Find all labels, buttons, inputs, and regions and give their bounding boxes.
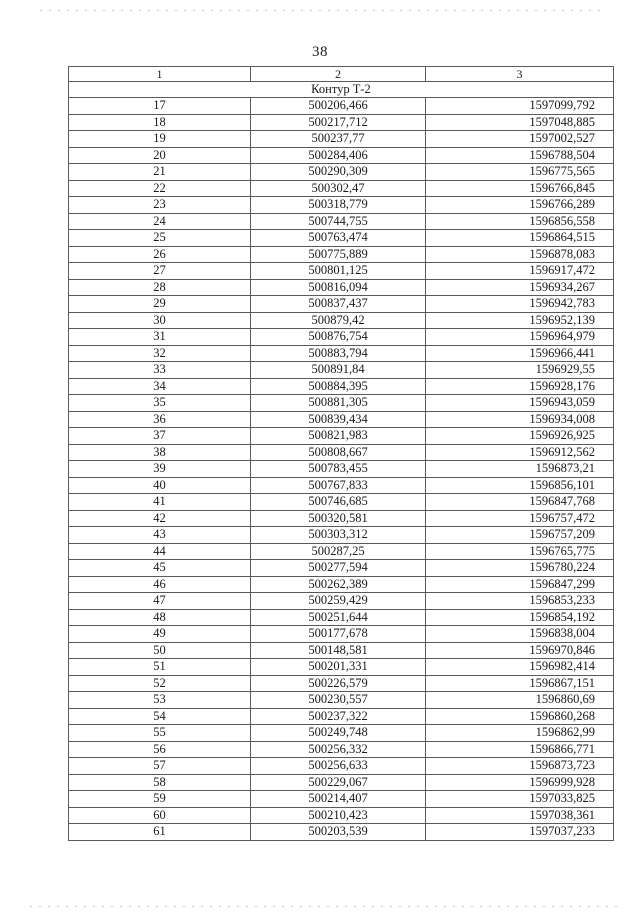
table-row bbox=[69, 807, 614, 824]
y-coordinate-cell: 1596847,768 bbox=[426, 494, 614, 511]
point-number-cell: 21 bbox=[69, 164, 251, 181]
table-row bbox=[69, 461, 614, 478]
y-coordinate-cell: 1596866,771 bbox=[426, 741, 614, 758]
table-row bbox=[69, 774, 614, 791]
point-number-cell: 37 bbox=[69, 428, 251, 445]
point-number-cell: 41 bbox=[69, 494, 251, 511]
x-coordinate-cell: 500148,581 bbox=[251, 642, 426, 659]
x-coordinate-cell: 500744,755 bbox=[251, 213, 426, 230]
x-coordinate-cell: 500775,889 bbox=[251, 246, 426, 263]
x-coordinate-cell: 500816,094 bbox=[251, 279, 426, 296]
y-coordinate-cell: 1596853,233 bbox=[426, 593, 614, 610]
x-coordinate-cell: 500290,309 bbox=[251, 164, 426, 181]
x-coordinate-cell: 500206,466 bbox=[251, 98, 426, 115]
x-coordinate-cell: 500320,581 bbox=[251, 510, 426, 527]
y-coordinate-cell: 1596854,192 bbox=[426, 609, 614, 626]
column-header-2: 2 bbox=[251, 67, 426, 82]
table-row bbox=[69, 263, 614, 280]
point-number-cell: 43 bbox=[69, 527, 251, 544]
y-coordinate-cell: 1596757,209 bbox=[426, 527, 614, 544]
point-number-cell: 22 bbox=[69, 180, 251, 197]
table-row bbox=[69, 395, 614, 412]
table-row bbox=[69, 725, 614, 742]
y-coordinate-cell: 1596766,289 bbox=[426, 197, 614, 214]
point-number-cell: 35 bbox=[69, 395, 251, 412]
table-row bbox=[69, 593, 614, 610]
table-row bbox=[69, 708, 614, 725]
x-coordinate-cell: 500284,406 bbox=[251, 147, 426, 164]
y-coordinate-cell: 1596929,55 bbox=[426, 362, 614, 379]
y-coordinate-cell: 1596942,783 bbox=[426, 296, 614, 313]
y-coordinate-cell: 1596856,558 bbox=[426, 213, 614, 230]
table-row bbox=[69, 180, 614, 197]
table-row bbox=[69, 147, 614, 164]
x-coordinate-cell: 500302,47 bbox=[251, 180, 426, 197]
x-coordinate-cell: 500879,42 bbox=[251, 312, 426, 329]
point-number-cell: 40 bbox=[69, 477, 251, 494]
point-number-cell: 26 bbox=[69, 246, 251, 263]
point-number-cell: 53 bbox=[69, 692, 251, 709]
point-number-cell: 32 bbox=[69, 345, 251, 362]
point-number-cell: 33 bbox=[69, 362, 251, 379]
x-coordinate-cell: 500262,389 bbox=[251, 576, 426, 593]
y-coordinate-cell: 1597033,825 bbox=[426, 791, 614, 808]
y-coordinate-cell: 1596765,775 bbox=[426, 543, 614, 560]
point-number-cell: 20 bbox=[69, 147, 251, 164]
y-coordinate-cell: 1596999,928 bbox=[426, 774, 614, 791]
x-coordinate-cell: 500251,644 bbox=[251, 609, 426, 626]
x-coordinate-cell: 500808,667 bbox=[251, 444, 426, 461]
point-number-cell: 36 bbox=[69, 411, 251, 428]
x-coordinate-cell: 500217,712 bbox=[251, 114, 426, 131]
section-title: Контур Т-2 bbox=[69, 82, 614, 98]
y-coordinate-cell: 1596862,99 bbox=[426, 725, 614, 742]
point-number-cell: 30 bbox=[69, 312, 251, 329]
x-coordinate-cell: 500318,779 bbox=[251, 197, 426, 214]
table-row bbox=[69, 378, 614, 395]
table-row bbox=[69, 279, 614, 296]
point-number-cell: 18 bbox=[69, 114, 251, 131]
point-number-cell: 44 bbox=[69, 543, 251, 560]
table-row bbox=[69, 791, 614, 808]
y-coordinate-cell: 1596873,21 bbox=[426, 461, 614, 478]
y-coordinate-cell: 1597038,361 bbox=[426, 807, 614, 824]
point-number-cell: 51 bbox=[69, 659, 251, 676]
point-number-cell: 25 bbox=[69, 230, 251, 247]
point-number-cell: 55 bbox=[69, 725, 251, 742]
y-coordinate-cell: 1596788,504 bbox=[426, 147, 614, 164]
x-coordinate-cell: 500837,437 bbox=[251, 296, 426, 313]
table-row bbox=[69, 329, 614, 346]
table-row bbox=[69, 98, 614, 115]
x-coordinate-cell: 500303,312 bbox=[251, 527, 426, 544]
point-number-cell: 56 bbox=[69, 741, 251, 758]
table-row bbox=[69, 197, 614, 214]
point-number-cell: 58 bbox=[69, 774, 251, 791]
y-coordinate-cell: 1596928,176 bbox=[426, 378, 614, 395]
table-row bbox=[69, 494, 614, 511]
x-coordinate-cell: 500226,579 bbox=[251, 675, 426, 692]
table-row bbox=[69, 296, 614, 313]
point-number-cell: 50 bbox=[69, 642, 251, 659]
x-coordinate-cell: 500201,331 bbox=[251, 659, 426, 676]
point-number-cell: 23 bbox=[69, 197, 251, 214]
y-coordinate-cell: 1596860,268 bbox=[426, 708, 614, 725]
y-coordinate-cell: 1597002,527 bbox=[426, 131, 614, 148]
y-coordinate-cell: 1596780,224 bbox=[426, 560, 614, 577]
y-coordinate-cell: 1596943,059 bbox=[426, 395, 614, 412]
y-coordinate-cell: 1596757,472 bbox=[426, 510, 614, 527]
x-coordinate-cell: 500746,685 bbox=[251, 494, 426, 511]
point-number-cell: 29 bbox=[69, 296, 251, 313]
y-coordinate-cell: 1596964,979 bbox=[426, 329, 614, 346]
x-coordinate-cell: 500237,322 bbox=[251, 708, 426, 725]
y-coordinate-cell: 1596864,515 bbox=[426, 230, 614, 247]
point-number-cell: 45 bbox=[69, 560, 251, 577]
table-row bbox=[69, 230, 614, 247]
x-coordinate-cell: 500256,633 bbox=[251, 758, 426, 775]
point-number-cell: 42 bbox=[69, 510, 251, 527]
y-coordinate-cell: 1596934,267 bbox=[426, 279, 614, 296]
y-coordinate-cell: 1596966,441 bbox=[426, 345, 614, 362]
point-number-cell: 59 bbox=[69, 791, 251, 808]
y-coordinate-cell: 1597099,792 bbox=[426, 98, 614, 115]
scan-artifact-bottom bbox=[30, 906, 620, 907]
point-number-cell: 61 bbox=[69, 824, 251, 841]
y-coordinate-cell: 1597048,885 bbox=[426, 114, 614, 131]
table-row bbox=[69, 411, 614, 428]
table-row bbox=[69, 362, 614, 379]
table-row bbox=[69, 131, 614, 148]
point-number-cell: 38 bbox=[69, 444, 251, 461]
table-row bbox=[69, 642, 614, 659]
point-number-cell: 46 bbox=[69, 576, 251, 593]
table-body bbox=[69, 67, 614, 841]
y-coordinate-cell: 1596873,723 bbox=[426, 758, 614, 775]
y-coordinate-cell: 1596867,151 bbox=[426, 675, 614, 692]
x-coordinate-cell: 500881,305 bbox=[251, 395, 426, 412]
table-row bbox=[69, 609, 614, 626]
point-number-cell: 28 bbox=[69, 279, 251, 296]
x-coordinate-cell: 500801,125 bbox=[251, 263, 426, 280]
section-title-row bbox=[69, 82, 614, 98]
y-coordinate-cell: 1596970,846 bbox=[426, 642, 614, 659]
table-row bbox=[69, 114, 614, 131]
point-number-cell: 52 bbox=[69, 675, 251, 692]
x-coordinate-cell: 500203,539 bbox=[251, 824, 426, 841]
x-coordinate-cell: 500229,067 bbox=[251, 774, 426, 791]
x-coordinate-cell: 500287,25 bbox=[251, 543, 426, 560]
point-number-cell: 48 bbox=[69, 609, 251, 626]
point-number-cell: 34 bbox=[69, 378, 251, 395]
x-coordinate-cell: 500277,594 bbox=[251, 560, 426, 577]
table-row bbox=[69, 675, 614, 692]
point-number-cell: 57 bbox=[69, 758, 251, 775]
table-row bbox=[69, 758, 614, 775]
x-coordinate-cell: 500177,678 bbox=[251, 626, 426, 643]
y-coordinate-cell: 1596766,845 bbox=[426, 180, 614, 197]
table-row bbox=[69, 659, 614, 676]
table-row bbox=[69, 312, 614, 329]
coordinates-table bbox=[68, 66, 614, 841]
column-header-1: 1 bbox=[69, 67, 251, 82]
y-coordinate-cell: 1596775,565 bbox=[426, 164, 614, 181]
y-coordinate-cell: 1596934,008 bbox=[426, 411, 614, 428]
x-coordinate-cell: 500876,754 bbox=[251, 329, 426, 346]
x-coordinate-cell: 500767,833 bbox=[251, 477, 426, 494]
scan-artifact-top bbox=[40, 10, 600, 11]
x-coordinate-cell: 500821,983 bbox=[251, 428, 426, 445]
column-header-3: 3 bbox=[426, 67, 614, 82]
point-number-cell: 31 bbox=[69, 329, 251, 346]
x-coordinate-cell: 500783,455 bbox=[251, 461, 426, 478]
table-row bbox=[69, 741, 614, 758]
table-row bbox=[69, 444, 614, 461]
table-row bbox=[69, 345, 614, 362]
point-number-cell: 24 bbox=[69, 213, 251, 230]
y-coordinate-cell: 1596860,69 bbox=[426, 692, 614, 709]
x-coordinate-cell: 500230,557 bbox=[251, 692, 426, 709]
table-row bbox=[69, 246, 614, 263]
table-row bbox=[69, 164, 614, 181]
table-row bbox=[69, 824, 614, 841]
x-coordinate-cell: 500883,794 bbox=[251, 345, 426, 362]
y-coordinate-cell: 1596878,083 bbox=[426, 246, 614, 263]
point-number-cell: 60 bbox=[69, 807, 251, 824]
point-number-cell: 27 bbox=[69, 263, 251, 280]
point-number-cell: 39 bbox=[69, 461, 251, 478]
y-coordinate-cell: 1596917,472 bbox=[426, 263, 614, 280]
table-row bbox=[69, 560, 614, 577]
x-coordinate-cell: 500237,77 bbox=[251, 131, 426, 148]
x-coordinate-cell: 500891,84 bbox=[251, 362, 426, 379]
column-number-row bbox=[69, 67, 614, 82]
y-coordinate-cell: 1596912,562 bbox=[426, 444, 614, 461]
x-coordinate-cell: 500839,434 bbox=[251, 411, 426, 428]
table-row bbox=[69, 428, 614, 445]
y-coordinate-cell: 1596838,004 bbox=[426, 626, 614, 643]
x-coordinate-cell: 500214,407 bbox=[251, 791, 426, 808]
table-row bbox=[69, 543, 614, 560]
y-coordinate-cell: 1596847,299 bbox=[426, 576, 614, 593]
y-coordinate-cell: 1596982,414 bbox=[426, 659, 614, 676]
table-row bbox=[69, 626, 614, 643]
table-row bbox=[69, 213, 614, 230]
point-number-cell: 47 bbox=[69, 593, 251, 610]
x-coordinate-cell: 500259,429 bbox=[251, 593, 426, 610]
point-number-cell: 49 bbox=[69, 626, 251, 643]
x-coordinate-cell: 500249,748 bbox=[251, 725, 426, 742]
x-coordinate-cell: 500763,474 bbox=[251, 230, 426, 247]
table-row bbox=[69, 477, 614, 494]
table-row bbox=[69, 510, 614, 527]
y-coordinate-cell: 1596952,139 bbox=[426, 312, 614, 329]
y-coordinate-cell: 1596856,101 bbox=[426, 477, 614, 494]
point-number-cell: 17 bbox=[69, 98, 251, 115]
x-coordinate-cell: 500210,423 bbox=[251, 807, 426, 824]
x-coordinate-cell: 500884,395 bbox=[251, 378, 426, 395]
y-coordinate-cell: 1596926,925 bbox=[426, 428, 614, 445]
point-number-cell: 19 bbox=[69, 131, 251, 148]
table-row bbox=[69, 576, 614, 593]
y-coordinate-cell: 1597037,233 bbox=[426, 824, 614, 841]
table-row bbox=[69, 527, 614, 544]
point-number-cell: 54 bbox=[69, 708, 251, 725]
x-coordinate-cell: 500256,332 bbox=[251, 741, 426, 758]
table-row bbox=[69, 692, 614, 709]
page-number: 38 bbox=[312, 44, 328, 60]
